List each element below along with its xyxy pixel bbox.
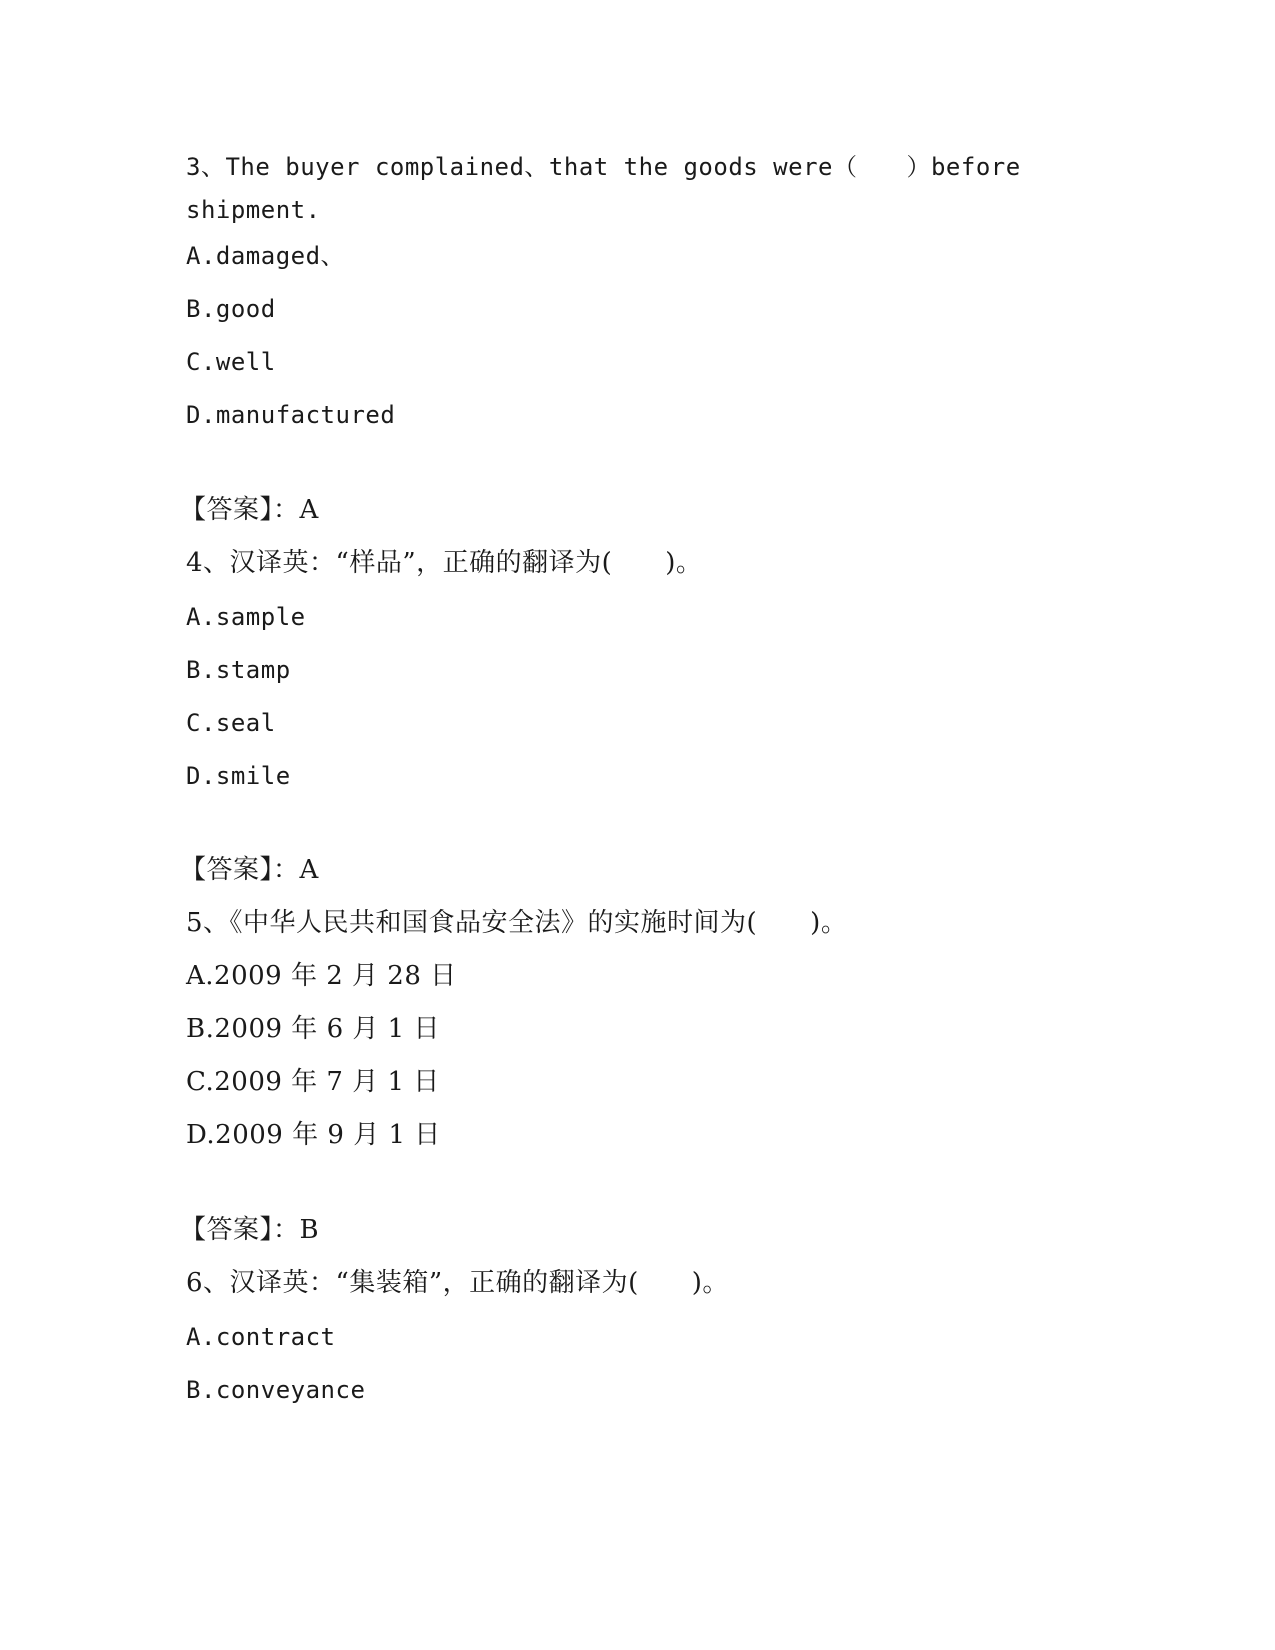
question-4-option-a: A.sample <box>186 603 306 631</box>
question-5-option-a: A.2009 年 2 月 28 日 <box>186 961 457 991</box>
question-4-answer: 【答案】：A <box>180 855 319 885</box>
question-5-stem: 5、《中华人民共和国食品安全法》的实施时间为( )。 <box>186 908 848 938</box>
question-3-stem: 3、The buyer complained、that the goods were（ ）before shipment. <box>186 153 1021 224</box>
question-5-option-c: C.2009 年 7 月 1 日 <box>186 1067 440 1097</box>
question-6-option-a: A.contract <box>186 1323 336 1351</box>
question-3-answer: 【答案】：A <box>180 495 319 525</box>
question-3-option-b: B.good <box>186 295 276 323</box>
question-5-option-d: D.2009 年 9 月 1 日 <box>186 1120 441 1150</box>
question-3-option-c: C.well <box>186 348 276 376</box>
question-4-stem: 4、汉译英：“样品”，正确的翻译为( )。 <box>186 548 703 578</box>
question-4-option-c: C.seal <box>186 709 276 737</box>
question-6-option-b: B.conveyance <box>186 1376 366 1404</box>
question-3-option-d: D.manufactured <box>186 401 396 429</box>
question-5-option-b: B.2009 年 6 月 1 日 <box>186 1014 440 1044</box>
question-4-option-b: B.stamp <box>186 656 291 684</box>
question-4-option-d: D.smile <box>186 762 291 790</box>
question-6-stem: 6、汉译英：“集装箱”，正确的翻译为( )。 <box>186 1268 729 1298</box>
question-3-option-a: A.damaged、 <box>186 242 346 270</box>
question-5-answer: 【答案】：B <box>180 1215 320 1245</box>
